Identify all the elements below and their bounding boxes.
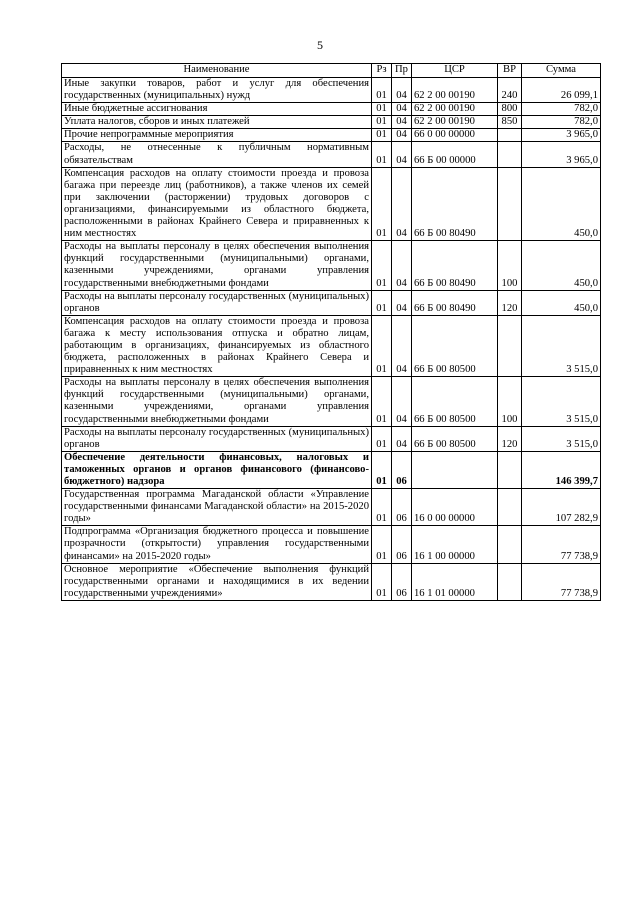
cell-name: Иные закупки товаров, работ и услуг для обеспечения государственных (муниципальных) нужд bbox=[62, 78, 372, 103]
cell-pr: 04 bbox=[392, 167, 412, 241]
cell-sum: 77 738,9 bbox=[522, 563, 601, 600]
table-row bbox=[62, 129, 601, 142]
cell-vr: 240 bbox=[498, 78, 522, 103]
cell-rz: 01 bbox=[372, 78, 392, 103]
table-header-row bbox=[62, 64, 601, 78]
cell-sum: 107 282,9 bbox=[522, 489, 601, 526]
cell-name: Основное мероприятие «Обеспечение выполнения функций государственными органами и находящимися в их ведении государственными учреждениями» bbox=[62, 563, 372, 600]
cell-rz: 01 bbox=[372, 426, 392, 451]
cell-name: Расходы, не отнесенные к публичным нормативным обязательствам bbox=[62, 142, 372, 167]
cell-name: Иные бюджетные ассигнования bbox=[62, 103, 372, 116]
cell-csr: 66 Б 00 80500 bbox=[412, 426, 498, 451]
header-name: Наименование bbox=[62, 64, 372, 78]
cell-vr bbox=[498, 563, 522, 600]
cell-csr: 62 2 00 00190 bbox=[412, 103, 498, 116]
cell-rz: 01 bbox=[372, 142, 392, 167]
cell-csr: 66 0 00 00000 bbox=[412, 129, 498, 142]
table-row bbox=[62, 377, 601, 426]
cell-sum: 77 738,9 bbox=[522, 526, 601, 563]
cell-vr bbox=[498, 142, 522, 167]
cell-vr: 100 bbox=[498, 241, 522, 290]
cell-pr: 06 bbox=[392, 451, 412, 488]
cell-csr: 66 Б 00 80490 bbox=[412, 290, 498, 315]
cell-csr: 62 2 00 00190 bbox=[412, 78, 498, 103]
cell-vr bbox=[498, 167, 522, 241]
header-sum: Сумма bbox=[522, 64, 601, 78]
cell-csr: 16 0 00 00000 bbox=[412, 489, 498, 526]
table-row bbox=[62, 167, 601, 241]
table-row bbox=[62, 103, 601, 116]
cell-sum: 782,0 bbox=[522, 103, 601, 116]
cell-name: Компенсация расходов на оплату стоимости проезда и провоза багажа при переезде лиц (работников), а также членов их семей при заключении (расторжении) трудовых договоров с организациями, финансируемыми из областного бюджета, расположенными в районах Крайнего Севера и приравненных к ним местностях bbox=[62, 167, 372, 241]
cell-rz: 01 bbox=[372, 377, 392, 426]
cell-vr bbox=[498, 315, 522, 376]
cell-name: Расходы на выплаты персоналу государственных (муниципальных) органов bbox=[62, 426, 372, 451]
header-pr: Пр bbox=[392, 64, 412, 78]
table-row bbox=[62, 489, 601, 526]
cell-rz: 01 bbox=[372, 489, 392, 526]
cell-rz: 01 bbox=[372, 451, 392, 488]
table-row bbox=[62, 426, 601, 451]
table-row bbox=[62, 241, 601, 290]
cell-csr: 66 Б 00 80500 bbox=[412, 315, 498, 376]
cell-csr: 66 Б 00 80490 bbox=[412, 167, 498, 241]
table-row bbox=[62, 563, 601, 600]
table-row bbox=[62, 78, 601, 103]
table-row bbox=[62, 526, 601, 563]
cell-sum: 3 515,0 bbox=[522, 315, 601, 376]
cell-sum: 450,0 bbox=[522, 241, 601, 290]
cell-rz: 01 bbox=[372, 241, 392, 290]
cell-rz: 01 bbox=[372, 315, 392, 376]
cell-rz: 01 bbox=[372, 563, 392, 600]
cell-csr: 16 1 00 00000 bbox=[412, 526, 498, 563]
cell-name: Уплата налогов, сборов и иных платежей bbox=[62, 116, 372, 129]
cell-name: Обеспечение деятельности финансовых, налоговых и таможенных органов и органов финансового (финансово-бюджетного) надзора bbox=[62, 451, 372, 488]
cell-rz: 01 bbox=[372, 129, 392, 142]
cell-vr bbox=[498, 129, 522, 142]
cell-pr: 04 bbox=[392, 290, 412, 315]
cell-csr bbox=[412, 451, 498, 488]
cell-vr bbox=[498, 489, 522, 526]
cell-vr: 120 bbox=[498, 290, 522, 315]
cell-vr: 100 bbox=[498, 377, 522, 426]
cell-csr: 66 Б 00 80500 bbox=[412, 377, 498, 426]
cell-rz: 01 bbox=[372, 167, 392, 241]
cell-sum: 3 515,0 bbox=[522, 426, 601, 451]
cell-name: Подпрограмма «Организация бюджетного процесса и повышение прозрачности (открытости) управления государственными финансами» на 2015-2020 годы» bbox=[62, 526, 372, 563]
cell-pr: 06 bbox=[392, 563, 412, 600]
cell-name: Компенсация расходов на оплату стоимости проезда и провоза багажа к месту использования отпуска и обратно лицам, работающим в организациях, финансируемых из областного бюджета, расположенных в районах Крайнего Севера и приравненных к ним местностях bbox=[62, 315, 372, 376]
table-row bbox=[62, 451, 601, 488]
header-csr: ЦСР bbox=[412, 64, 498, 78]
cell-sum: 782,0 bbox=[522, 116, 601, 129]
table-row bbox=[62, 116, 601, 129]
cell-pr: 06 bbox=[392, 489, 412, 526]
cell-pr: 04 bbox=[392, 315, 412, 376]
cell-pr: 04 bbox=[392, 142, 412, 167]
cell-vr: 800 bbox=[498, 103, 522, 116]
table-row bbox=[62, 315, 601, 376]
cell-rz: 01 bbox=[372, 290, 392, 315]
table-row bbox=[62, 142, 601, 167]
cell-sum: 3 515,0 bbox=[522, 377, 601, 426]
budget-table bbox=[61, 63, 601, 601]
header-vr: ВР bbox=[498, 64, 522, 78]
cell-pr: 06 bbox=[392, 526, 412, 563]
cell-csr: 66 Б 00 80490 bbox=[412, 241, 498, 290]
cell-csr: 66 Б 00 00000 bbox=[412, 142, 498, 167]
cell-csr: 16 1 01 00000 bbox=[412, 563, 498, 600]
cell-name: Расходы на выплаты персоналу государственных (муниципальных) органов bbox=[62, 290, 372, 315]
cell-sum: 26 099,1 bbox=[522, 78, 601, 103]
cell-sum: 450,0 bbox=[522, 167, 601, 241]
table-row bbox=[62, 290, 601, 315]
cell-sum: 3 965,0 bbox=[522, 129, 601, 142]
cell-vr: 120 bbox=[498, 426, 522, 451]
cell-name: Расходы на выплаты персоналу в целях обеспечения выполнения функций государственными (муниципальными) органами, казенными учреждениями, органами управления государственными внебюджетными фондами bbox=[62, 241, 372, 290]
cell-vr bbox=[498, 526, 522, 563]
cell-pr: 04 bbox=[392, 103, 412, 116]
cell-sum: 146 399,7 bbox=[522, 451, 601, 488]
cell-rz: 01 bbox=[372, 103, 392, 116]
cell-pr: 04 bbox=[392, 426, 412, 451]
cell-name: Прочие непрограммные мероприятия bbox=[62, 129, 372, 142]
cell-pr: 04 bbox=[392, 78, 412, 103]
cell-pr: 04 bbox=[392, 116, 412, 129]
cell-pr: 04 bbox=[392, 241, 412, 290]
cell-rz: 01 bbox=[372, 526, 392, 563]
cell-rz: 01 bbox=[372, 116, 392, 129]
page-number: 5 bbox=[317, 38, 323, 52]
cell-vr: 850 bbox=[498, 116, 522, 129]
cell-name: Расходы на выплаты персоналу в целях обеспечения выполнения функций государственными (муниципальными) органами, казенными учреждениями, органами управления государственными внебюджетными фондами bbox=[62, 377, 372, 426]
cell-pr: 04 bbox=[392, 129, 412, 142]
header-rz: Рз bbox=[372, 64, 392, 78]
cell-sum: 3 965,0 bbox=[522, 142, 601, 167]
table-body bbox=[62, 78, 601, 601]
cell-pr: 04 bbox=[392, 377, 412, 426]
cell-sum: 450,0 bbox=[522, 290, 601, 315]
cell-name: Государственная программа Магаданской области «Управление государственными финансами Магаданской области» на 2015-2020 годы» bbox=[62, 489, 372, 526]
cell-csr: 62 2 00 00190 bbox=[412, 116, 498, 129]
cell-vr bbox=[498, 451, 522, 488]
